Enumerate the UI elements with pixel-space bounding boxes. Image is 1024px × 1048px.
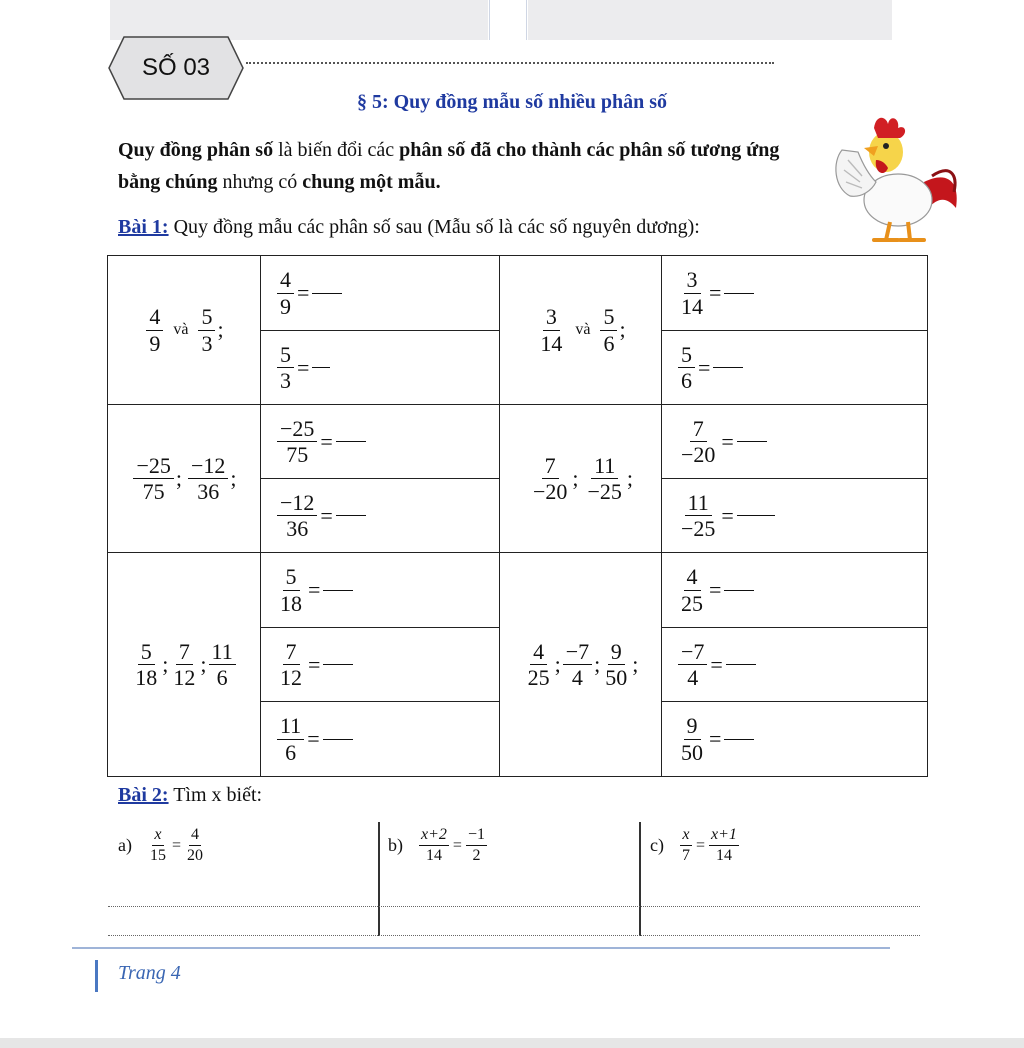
equals-sign: = (709, 577, 722, 602)
fraction (277, 491, 317, 540)
section-title: § 5: Quy đồng mẫu số nhiều phân số (356, 91, 668, 113)
fraction (277, 714, 304, 763)
page-number: Trang 4 (118, 962, 181, 984)
fraction (198, 305, 215, 354)
answer-cell[interactable] (662, 479, 928, 553)
part-label: b) (388, 835, 403, 856)
separator: ; (626, 465, 634, 491)
fraction (530, 454, 570, 503)
intro-text: nhưng có (217, 171, 303, 193)
answer-blank[interactable] (737, 441, 767, 442)
separator: ; (162, 651, 169, 677)
numerator: 5 (600, 305, 617, 330)
fraction (277, 343, 294, 392)
numerator: 5 (198, 305, 215, 330)
numerator: 9 (608, 640, 625, 665)
answer-blank[interactable] (312, 367, 330, 368)
fraction (585, 454, 625, 503)
denominator: 15 (149, 847, 166, 865)
equals-sign: = (721, 428, 734, 454)
denominator: 18 (135, 665, 158, 690)
fraction (419, 826, 449, 866)
equals-sign: = (297, 354, 310, 380)
fraction (602, 640, 630, 689)
numerator: 5 (283, 565, 300, 590)
header-divider (489, 0, 490, 40)
answer-blank[interactable] (724, 739, 754, 740)
answer-cell[interactable] (261, 553, 500, 628)
denominator: 6 (285, 739, 297, 765)
answer-blank[interactable] (336, 515, 366, 516)
equals-sign: = (452, 836, 462, 854)
footer-rule (72, 947, 890, 949)
fraction (132, 640, 160, 689)
answer-cell[interactable] (261, 479, 500, 553)
denominator: 36 (197, 479, 220, 504)
answer-blank[interactable] (336, 441, 366, 442)
fraction (133, 454, 173, 503)
numerator: −7 (678, 640, 707, 665)
separator: ; (217, 317, 224, 342)
numerator: 5 (678, 343, 695, 368)
given-fractions-cell (108, 256, 261, 405)
numerator: −1 (466, 826, 487, 846)
exercise-2-label: Bài 2: (118, 784, 169, 806)
fraction (525, 640, 553, 689)
intro-bold: Quy đồng phân số (118, 139, 274, 161)
denominator: −25 (681, 516, 716, 541)
answer-blank[interactable] (323, 739, 353, 740)
numerator: 4 (146, 305, 163, 330)
page-bottom-strip (0, 1038, 1024, 1048)
exercise-1-label: Bài 1: (118, 216, 169, 238)
answer-cell[interactable] (261, 256, 500, 331)
denominator: 25 (681, 590, 703, 616)
exercise-2-text: Tìm x biết: (168, 784, 263, 806)
intro-paragraph (118, 134, 798, 198)
header-divider (526, 0, 527, 40)
table-row (108, 405, 928, 479)
fraction (678, 343, 695, 392)
denominator: 7 (681, 847, 690, 865)
header-block-right (528, 0, 892, 40)
intro-bold: phân số đã cho thành các phân số tương ứng bằng chúng (118, 139, 780, 193)
separator: ; (175, 465, 182, 491)
denominator: 9 (149, 330, 161, 356)
equals-sign: = (297, 280, 310, 305)
numerator: −12 (277, 491, 317, 516)
equals-sign: = (308, 577, 321, 602)
exercise-2-part-c (650, 826, 741, 866)
fraction (678, 268, 706, 317)
numerator: 11 (209, 640, 236, 665)
fraction (146, 305, 163, 354)
denominator: 4 (687, 665, 699, 690)
fraction (537, 305, 565, 354)
equals-sign: = (709, 726, 722, 751)
numerator: 7 (542, 454, 559, 479)
denominator: 20 (187, 847, 204, 865)
answer-cell[interactable] (261, 628, 500, 702)
equals-sign: = (171, 836, 182, 854)
answer-blank[interactable] (323, 590, 353, 591)
answer-cell[interactable] (662, 331, 928, 405)
denominator: 50 (605, 665, 628, 690)
denominator: 25 (527, 665, 550, 690)
answer-cell[interactable] (662, 702, 928, 777)
fraction (277, 565, 305, 614)
fraction (678, 491, 718, 540)
numerator: 4 (684, 565, 701, 590)
numerator: x (152, 826, 163, 846)
separator: ; (619, 317, 626, 342)
answer-blank[interactable] (724, 293, 754, 294)
numerator: 4 (189, 826, 201, 846)
column-divider (639, 822, 641, 936)
denominator: 12 (173, 665, 196, 690)
denominator: −20 (532, 479, 568, 504)
answer-cell[interactable] (261, 405, 500, 479)
given-fractions-cell (108, 405, 261, 553)
exercise-1-prompt (118, 216, 700, 239)
given-fractions-cell (500, 256, 662, 405)
denominator: 14 (715, 847, 732, 865)
denominator: 9 (280, 293, 291, 319)
fraction (209, 640, 236, 689)
equals-sign: = (320, 502, 333, 528)
exercise-2-prompt (118, 784, 262, 807)
numerator: −25 (133, 454, 173, 479)
denominator: −20 (681, 442, 716, 467)
table-row (108, 553, 928, 628)
conjunction: và (575, 321, 591, 338)
numerator: 7 (690, 417, 707, 442)
answer-line[interactable] (108, 935, 920, 936)
fraction (563, 640, 592, 689)
dotted-rule (246, 62, 774, 64)
rooster-illustration (828, 112, 962, 248)
fraction (277, 268, 294, 317)
equals-sign: = (695, 836, 706, 854)
equals-sign: = (721, 502, 734, 528)
numerator: −7 (563, 640, 592, 665)
denominator: 18 (280, 590, 302, 616)
denominator: 75 (286, 442, 309, 467)
numerator: −25 (277, 417, 317, 442)
exercise-1-text: Quy đồng mẫu các phân số sau (Mẫu số là các số nguyên dương): (168, 216, 700, 238)
numerator: −12 (188, 454, 228, 479)
fraction (680, 826, 692, 866)
part-label: a) (118, 835, 132, 856)
fraction (678, 565, 706, 614)
given-fractions-cell (108, 553, 261, 777)
answer-cell[interactable] (662, 256, 928, 331)
denominator: 12 (280, 665, 302, 690)
separator: ; (554, 651, 561, 677)
denominator: 14 (425, 847, 442, 865)
denominator: 36 (286, 516, 309, 541)
denominator: 14 (540, 330, 563, 356)
denominator: 4 (571, 665, 583, 690)
equals-sign: = (709, 280, 722, 305)
numerator: 4 (530, 640, 547, 665)
denominator: 6 (681, 368, 692, 393)
numerator: 5 (277, 343, 294, 368)
equals-sign: = (710, 651, 723, 677)
fraction (678, 714, 706, 763)
equals-sign: = (698, 354, 711, 380)
denominator: −25 (587, 479, 622, 504)
fraction (466, 826, 487, 866)
answer-cell[interactable] (261, 331, 500, 405)
separator: ; (632, 651, 639, 677)
conjunction: và (173, 321, 189, 338)
separator: ; (572, 465, 579, 491)
answer-cell[interactable] (662, 628, 928, 702)
numerator: 3 (684, 268, 701, 293)
denominator: 3 (280, 368, 291, 393)
fraction (277, 640, 305, 689)
column-divider (378, 822, 380, 936)
answer-blank[interactable] (312, 293, 342, 294)
fraction (185, 826, 205, 866)
answer-blank[interactable] (323, 664, 353, 665)
fraction (600, 305, 617, 354)
numerator: 11 (685, 491, 712, 516)
numerator: 9 (684, 714, 701, 739)
numerator: 3 (543, 305, 560, 330)
table-row (108, 256, 928, 331)
exercise-2-part-b (388, 826, 489, 866)
numerator: 7 (176, 640, 193, 665)
denominator: 2 (472, 847, 481, 865)
answer-line[interactable] (108, 906, 920, 907)
numerator: 4 (277, 268, 294, 293)
fraction (148, 826, 168, 866)
fraction (170, 640, 198, 689)
answer-cell[interactable] (261, 702, 500, 777)
denominator: 14 (681, 293, 703, 319)
fraction (188, 454, 228, 503)
given-fractions-cell (500, 405, 662, 553)
separator: ; (200, 651, 207, 677)
numerator: 7 (283, 640, 300, 665)
separator: ; (230, 465, 237, 491)
answer-blank[interactable] (713, 367, 743, 368)
numerator: x+2 (419, 826, 449, 846)
equals-sign: = (320, 428, 333, 454)
answer-cell[interactable] (662, 405, 928, 479)
numerator: x (680, 826, 691, 846)
denominator: 75 (142, 479, 165, 504)
given-fractions-cell (500, 553, 662, 777)
denominator: 6 (216, 665, 228, 690)
equals-sign: = (307, 726, 320, 751)
lesson-badge: SỐ 03 (141, 54, 211, 81)
denominator: 50 (681, 739, 703, 765)
intro-bold: chung một mẫu. (302, 171, 441, 193)
numerator: x+1 (709, 826, 739, 846)
exercise-2-part-a (118, 826, 207, 866)
intro-text: là biến đổi các (273, 139, 400, 161)
fraction (709, 826, 739, 866)
denominator: 3 (201, 330, 213, 356)
equals-sign: = (308, 651, 321, 677)
answer-blank[interactable] (724, 590, 754, 591)
fraction (678, 417, 718, 466)
footer-accent-bar (95, 960, 98, 992)
denominator: 6 (603, 330, 615, 356)
answer-blank[interactable] (737, 515, 775, 516)
separator: ; (594, 651, 601, 677)
numerator: 5 (138, 640, 155, 665)
answer-cell[interactable] (662, 553, 928, 628)
header-block-left (110, 0, 488, 40)
numerator: 11 (277, 714, 304, 739)
exercise-1-table (107, 255, 928, 777)
fraction (678, 640, 707, 689)
answer-blank[interactable] (726, 664, 756, 665)
numerator: 11 (591, 454, 618, 479)
fraction (277, 417, 317, 466)
part-label: c) (650, 835, 664, 856)
